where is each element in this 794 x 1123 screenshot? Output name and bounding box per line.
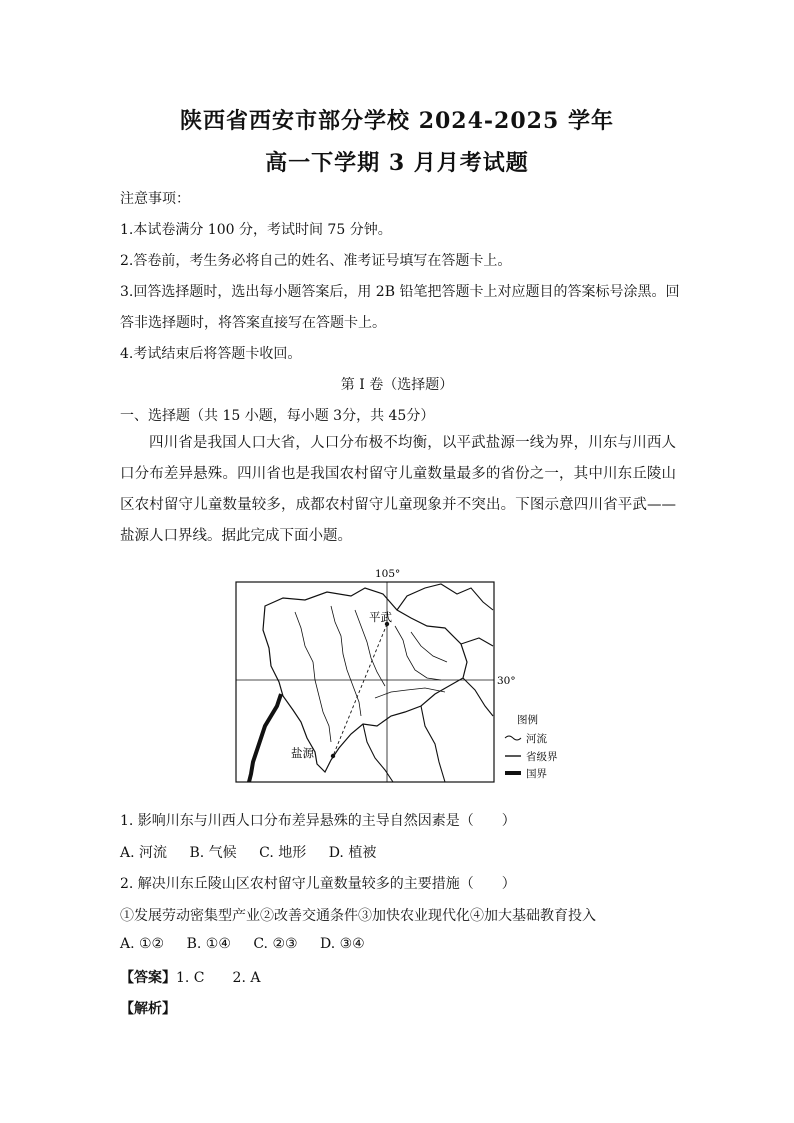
passage-text: 四川省是我国人口大省，人口分布极不均衡，以平武盐源一线为界，川东与川西人口分布差异悬殊。四川省也是我国农村留守儿童数量最多的省份之一，其中川东丘陵山区农村留守儿童数量较多，成都农村留守儿童现象并不突出。下图示意四川省平武——盐源人口界线。据此完成下面小题。 — [120, 435, 676, 544]
river-yangtze — [375, 688, 445, 698]
river-1 — [295, 612, 331, 742]
exam-title-line1: 陕西省西安市部分学校 2024-2025 学年 — [180, 108, 614, 134]
answer-label: 【答案】 — [120, 970, 176, 986]
q2-option-b[interactable]: B. ①④ — [186, 936, 231, 952]
answer-line — [120, 967, 260, 987]
notice-item-2: 2.答卷前，考生务必将自己的姓名、准考证号填写在答题卡上。 — [120, 253, 512, 269]
legend-national-label: 国界 — [526, 768, 547, 780]
province-boundary-chongqing — [461, 638, 493, 646]
river-5 — [411, 632, 447, 662]
province-boundary-east — [463, 678, 493, 716]
legend-river-icon — [505, 736, 521, 740]
q2-option-a[interactable]: A. ①② — [120, 936, 165, 952]
notice-item-4: 4.考试结束后将答题卡收回。 — [120, 346, 302, 362]
legend-river-label: 河流 — [526, 733, 547, 745]
section-heading: 一、选择题（共 15 小题，每小题 3分，共 45分） — [120, 408, 435, 424]
q1-option-a[interactable]: A. 河流 — [120, 845, 168, 861]
legend-province-label: 省级界 — [526, 751, 558, 763]
q1-option-b[interactable]: B. 气候 — [189, 845, 237, 861]
q1-option-d[interactable]: D. 植被 — [328, 845, 377, 861]
q2-option-d[interactable]: D. ③④ — [320, 936, 365, 952]
notice-item-3: 3.回答选择题时，选出每小题答案后，用 2B 铅笔把答题卡上对应题目的答案标号涂黑。回 — [120, 284, 680, 300]
yanyuan-point — [331, 754, 335, 758]
notice-heading: 注意事项： — [120, 191, 190, 207]
q2-options — [120, 936, 383, 952]
lon-label: 105° — [375, 568, 401, 580]
answer-1: 1. C — [176, 970, 205, 986]
q2-stem: 2. 解决川东丘陵山区农村留守儿童数量较多的主要措施（ ） — [120, 876, 516, 892]
q1-option-c[interactable]: C. 地形 — [259, 845, 307, 861]
q2-option-c[interactable]: C. ②③ — [253, 936, 298, 952]
legend-title: 图例 — [517, 714, 538, 726]
sichuan-population-line-map — [235, 566, 565, 788]
answer-2: 2. A — [232, 970, 261, 986]
province-boundary-southwest — [363, 724, 393, 782]
national-border — [249, 694, 281, 782]
pingwu-label: 平武 — [369, 610, 392, 624]
river-4 — [395, 626, 441, 680]
q1-options — [120, 842, 394, 862]
province-boundary-south — [421, 706, 445, 782]
pingwu-yanyuan-line — [333, 624, 387, 756]
q1-stem: 1. 影响川东与川西人口分布差异悬殊的主导自然因素是（ ） — [120, 813, 516, 829]
exam-title-line2: 高一下学期 3 月月考试题 — [265, 150, 529, 176]
notice-item-3-cont: 答非选择题时，将答案直接写在答题卡上。 — [120, 315, 386, 331]
yanyuan-label: 盐源 — [291, 746, 314, 760]
volume-heading: 第 I 卷（选择题） — [340, 377, 454, 393]
analysis-label: 【解析】 — [120, 1001, 176, 1017]
notice-item-1: 1.本试卷满分 100 分，考试时间 75 分钟。 — [120, 222, 392, 238]
q2-measures: ①发展劳动密集型产业②改善交通条件③加快农业现代化④加大基础教育投入 — [120, 908, 596, 924]
province-boundary-north — [397, 584, 493, 610]
map-legend — [505, 713, 558, 780]
river-2 — [331, 606, 361, 716]
lat-label: 30° — [497, 675, 516, 687]
